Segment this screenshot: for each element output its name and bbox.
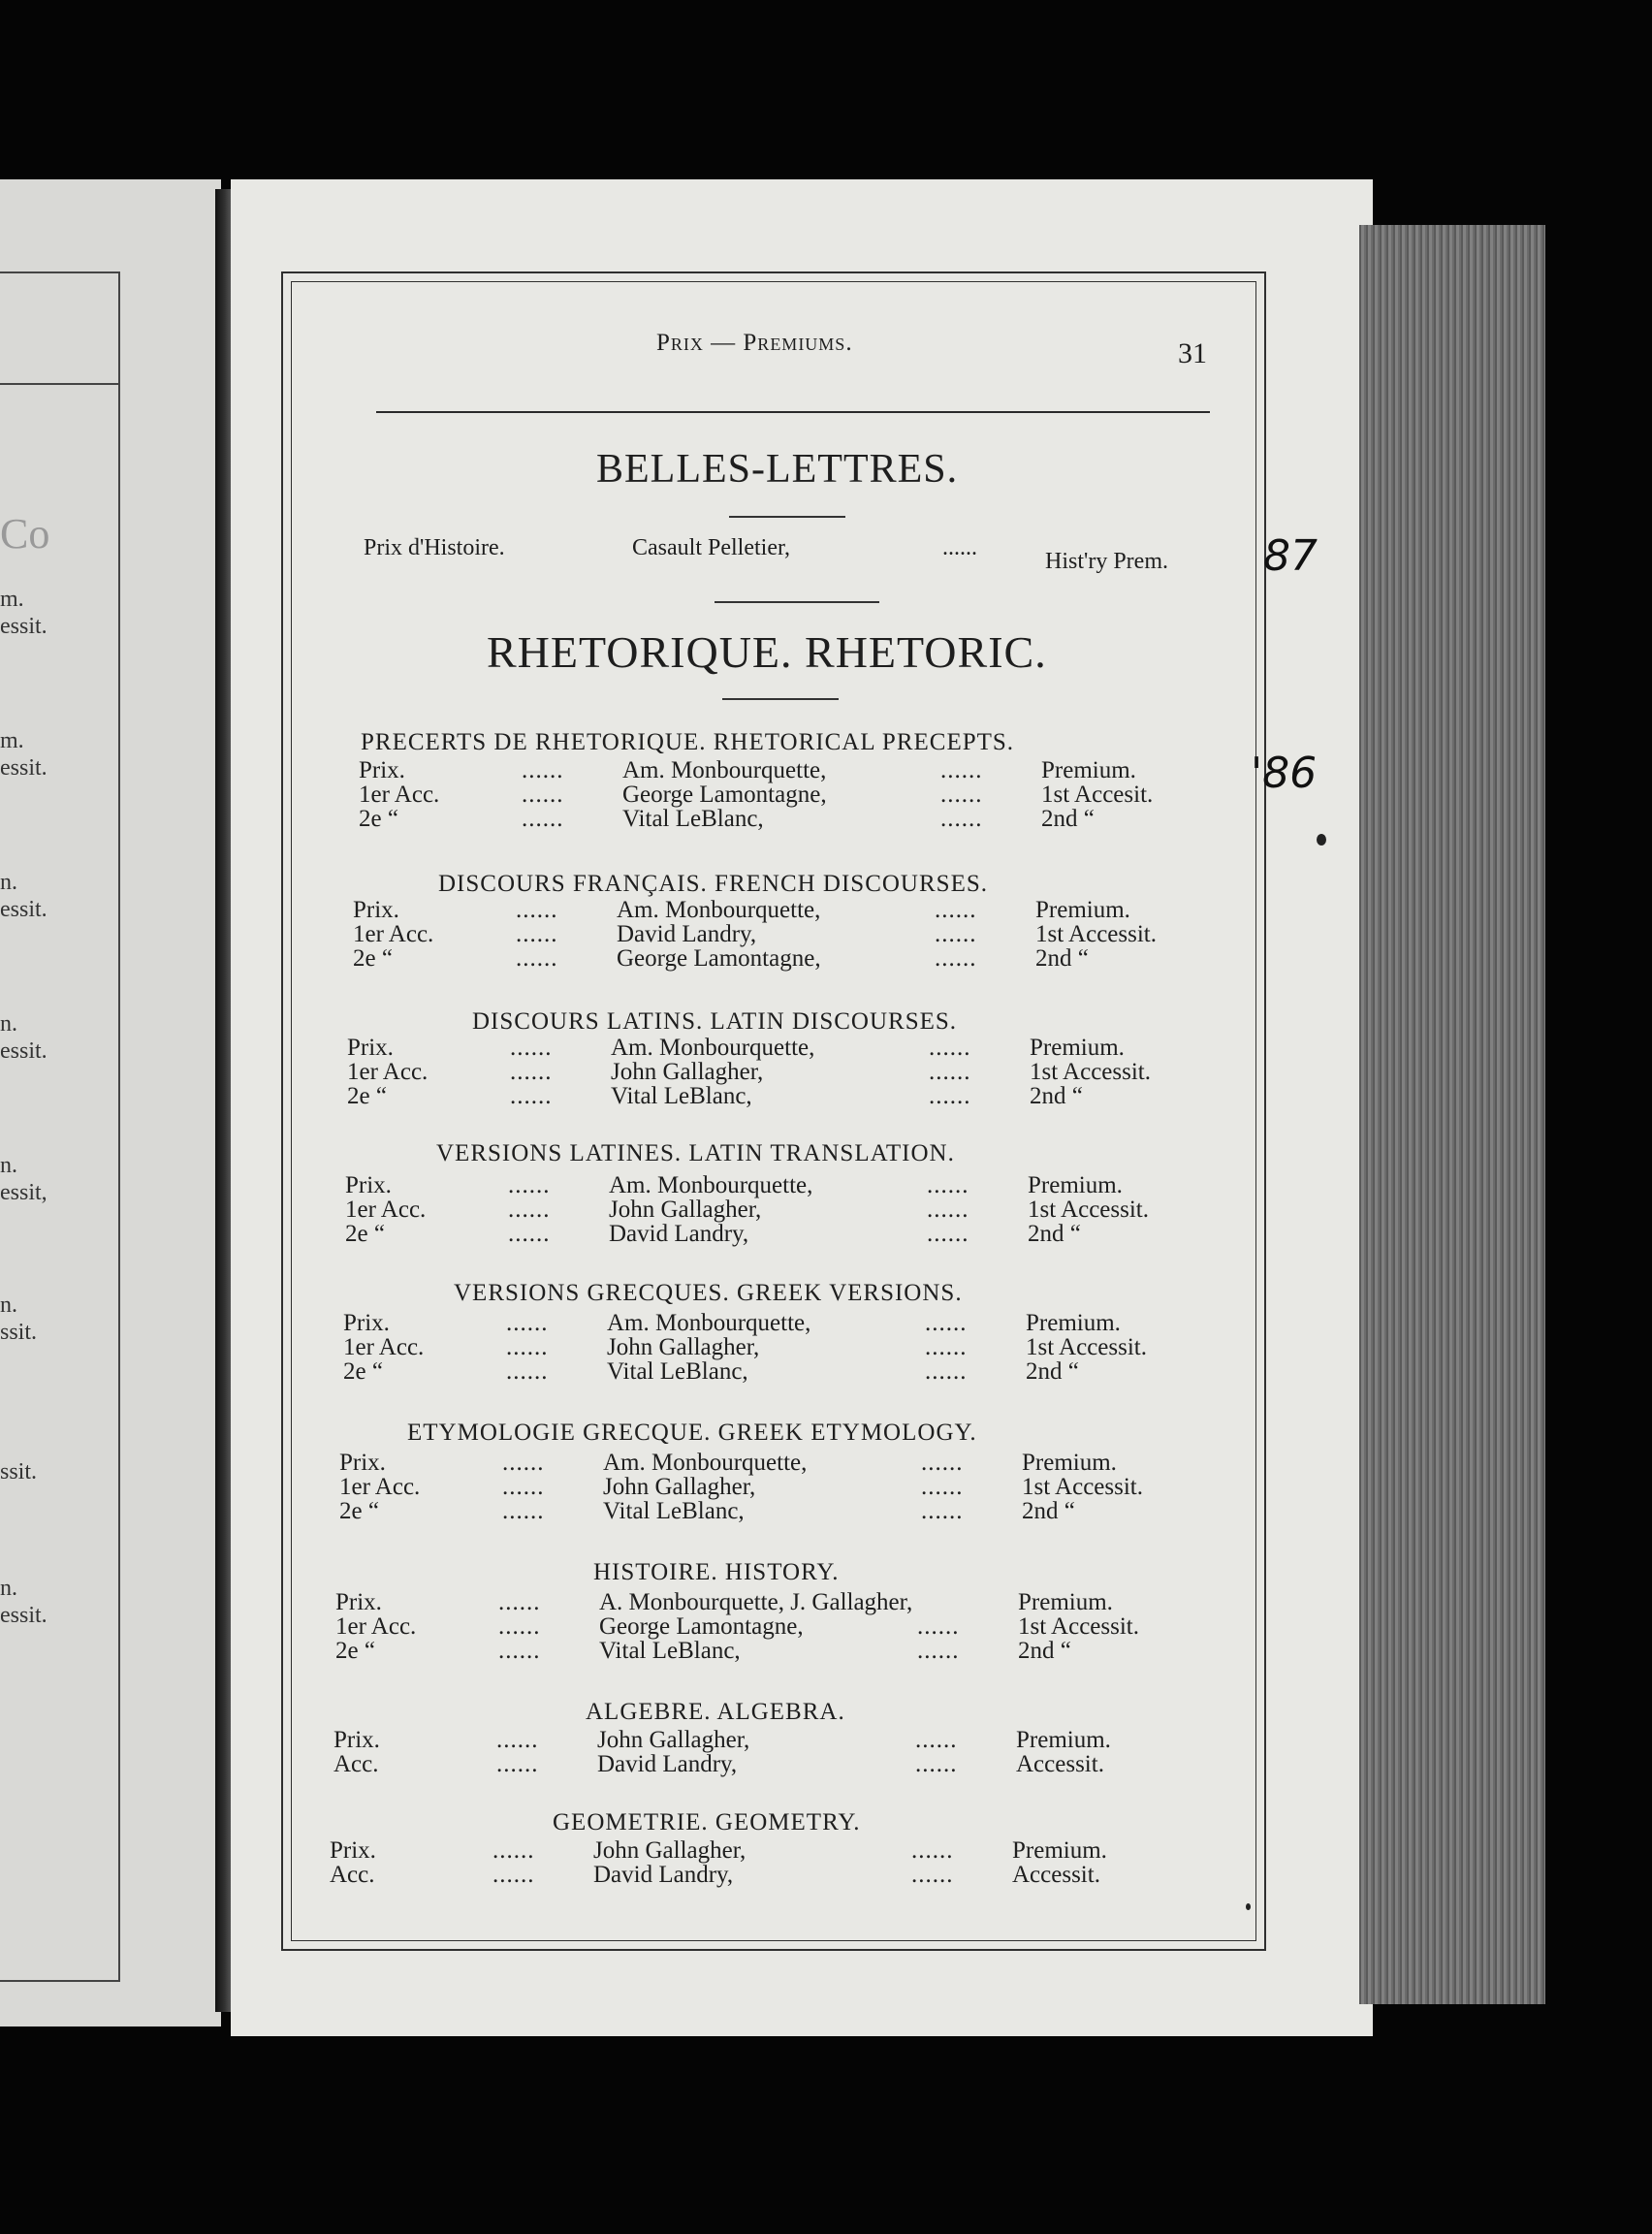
leader-dots: ...... [921,1474,964,1500]
title-rule [715,601,879,603]
recipient-name: Am. Monbourquette, [611,1035,815,1061]
leader-dots: ...... [929,1083,971,1109]
award-row [330,1838,1183,1864]
award-label: Acc. [334,1751,379,1777]
recipient-name: David Landry, [617,921,757,947]
leader-dots: ...... [506,1310,549,1336]
leader-dots: ...... [911,1862,954,1888]
leader-dots: ...... [921,1498,964,1524]
leader-dots: ...... [496,1727,539,1753]
belles-lettres-prize: Prix d'Histoire. [364,535,505,560]
leader-dots: ...... [502,1498,545,1524]
recipient-name: Am. Monbourquette, [607,1310,811,1336]
handwritten-annotation: '86 [1251,749,1318,798]
leader-dots: ...... [506,1358,549,1385]
page-border-inner [291,281,1256,1941]
award-label: 2e “ [359,806,398,832]
recipient-name: Vital LeBlanc, [607,1358,748,1385]
handwritten-annotation: 87 [1263,531,1318,581]
leader-dots: ...... [508,1221,551,1247]
leader-dots: ...... [502,1474,545,1500]
recipient-name: David Landry, [597,1751,738,1777]
leader-dots: ...... [498,1638,541,1664]
award-label: Prix. [330,1837,376,1864]
leader-dots: ...... [508,1172,551,1198]
header-rule [376,411,1210,413]
section-heading: ALGEBRE. ALGEBRA. [586,1699,845,1725]
recipient-name: Am. Monbourquette, [622,757,827,783]
recipient-name: A. Monbourquette, J. Gallagher, [599,1589,913,1615]
award-type: 2nd “ [1030,1083,1083,1109]
award-row [353,898,1206,923]
leader-dots: ...... [927,1221,969,1247]
left-page-fragment: m. [0,587,24,612]
recipient-name: George Lamontagne, [617,945,821,972]
belles-lettres-dots: ...... [942,535,977,560]
award-label: 2e “ [345,1221,385,1247]
award-row [339,1451,1192,1476]
recipient-name: David Landry, [609,1221,749,1247]
left-page-fragment: essit, [0,1180,48,1205]
leader-dots: ...... [927,1197,969,1223]
award-row [347,1084,1200,1109]
award-label: Prix. [353,897,399,923]
leader-dots: ...... [929,1035,971,1061]
recipient-name: John Gallagher, [611,1059,764,1085]
award-type: 2nd “ [1018,1638,1071,1664]
left-page-fragment: ssit. [0,1459,38,1484]
recipient-name: John Gallagher, [603,1474,756,1500]
award-type: Premium. [1016,1727,1111,1753]
award-type: 1st Accessit. [1035,921,1157,947]
award-row [353,946,1206,972]
left-page-fragment: n. [0,1011,17,1037]
section-heading: GEOMETRIE. GEOMETRY. [553,1809,861,1835]
award-label: Prix. [335,1589,382,1615]
award-label: Prix. [343,1310,390,1336]
leader-dots: ...... [516,897,558,923]
award-type: 2nd “ [1022,1498,1075,1524]
leader-dots: ...... [935,945,977,972]
leader-dots: ...... [929,1059,971,1085]
ink-speck [1246,1903,1251,1910]
award-row [335,1614,1189,1640]
award-type: Premium. [1030,1035,1125,1061]
leader-dots: ...... [508,1197,551,1223]
recipient-name: George Lamontagne, [622,782,827,808]
award-type: Premium. [1035,897,1130,923]
leader-dots: ...... [496,1751,539,1777]
title-rule [729,516,845,518]
leader-dots: ...... [506,1334,549,1360]
award-label: 2e “ [347,1083,387,1109]
recipient-name: Vital LeBlanc, [611,1083,752,1109]
award-type: 2nd “ [1041,806,1095,832]
leader-dots: ...... [915,1727,958,1753]
left-page-fragment: essit. [0,1038,48,1064]
award-type: Premium. [1018,1589,1113,1615]
award-row [339,1475,1192,1500]
award-label: 1er Acc. [353,921,434,947]
award-label: Prix. [347,1035,394,1061]
leader-dots: ...... [925,1358,968,1385]
recipient-name: George Lamontagne, [599,1613,804,1640]
award-row [345,1222,1198,1247]
left-page-fragment: n. [0,1293,17,1318]
recipient-name: David Landry, [593,1862,734,1888]
leader-dots: ...... [516,921,558,947]
section-heading: PRECERTS DE RHETORIQUE. RHETORICAL PRECEPTS. [361,729,1015,755]
recipient-name: Am. Monbourquette, [603,1450,808,1476]
leader-dots: ...... [510,1035,553,1061]
award-row [345,1197,1198,1223]
rhetoric-title: RHETORIQUE. RHETORIC. [487,627,1047,677]
award-label: Acc. [330,1862,375,1888]
award-row [359,807,1212,832]
award-label: 1er Acc. [347,1059,429,1085]
left-page-fragment: ssit. [0,1320,38,1345]
section-heading: HISTOIRE. HISTORY. [593,1559,840,1585]
award-type: Premium. [1041,757,1136,783]
award-row [353,922,1206,947]
award-type: 2nd “ [1035,945,1089,972]
award-row [339,1499,1192,1524]
section-heading: VERSIONS LATINES. LATIN TRANSLATION. [436,1140,955,1166]
award-label: 1er Acc. [345,1197,427,1223]
recipient-name: Am. Monbourquette, [617,897,821,923]
recipient-name: Vital LeBlanc, [603,1498,745,1524]
award-label: Prix. [359,757,405,783]
left-page [0,179,221,2027]
award-row [334,1728,1187,1753]
leader-dots: ...... [502,1450,545,1476]
section-heading: ETYMOLOGIE GRECQUE. GREEK ETYMOLOGY. [407,1420,977,1446]
award-row [359,782,1212,808]
leader-dots: ...... [917,1613,960,1640]
award-label: Prix. [345,1172,392,1198]
leader-dots: ...... [940,757,983,783]
left-page-fragment: Co [0,510,50,558]
left-page-rule [0,383,118,385]
page-number: 31 [1178,337,1207,369]
left-page-fragment: n. [0,1576,17,1601]
leader-dots: ...... [915,1751,958,1777]
left-page-fragment: essit. [0,1603,48,1628]
left-page-fragment: essit. [0,755,48,781]
leader-dots: ...... [927,1172,969,1198]
left-page-fragment: n. [0,1153,17,1178]
award-row [347,1036,1200,1061]
award-type: 1st Accessit. [1018,1613,1139,1640]
award-row [345,1173,1198,1198]
award-type: 1st Accessit. [1030,1059,1151,1085]
leader-dots: ...... [917,1638,960,1664]
section-heading: DISCOURS FRANÇAIS. FRENCH DISCOURSES. [438,871,988,897]
recipient-name: John Gallagher, [609,1197,762,1223]
award-type: Premium. [1022,1450,1117,1476]
ink-speck [1317,834,1326,846]
leader-dots: ...... [921,1450,964,1476]
award-type: Accessit. [1016,1751,1104,1777]
section-heading: DISCOURS LATINS. LATIN DISCOURSES. [472,1008,958,1035]
leader-dots: ...... [522,806,564,832]
award-label: Prix. [334,1727,380,1753]
award-type: Premium. [1028,1172,1123,1198]
award-row [343,1335,1196,1360]
award-label: 1er Acc. [343,1334,425,1360]
belles-lettres-award: Hist'ry Prem. [1045,549,1168,574]
award-type: 1st Accessit. [1022,1474,1143,1500]
leader-dots: ...... [498,1613,541,1640]
award-row [343,1311,1196,1336]
award-label: Prix. [339,1450,386,1476]
award-row [330,1863,1183,1888]
award-type: 1st Accesit. [1041,782,1154,808]
leader-dots: ...... [492,1837,535,1864]
leader-dots: ...... [510,1083,553,1109]
award-row [335,1590,1189,1615]
leader-dots: ...... [940,806,983,832]
running-title: Prix — Premiums. [656,330,853,356]
award-type: Premium. [1012,1837,1107,1864]
award-type: Accessit. [1012,1862,1100,1888]
recipient-name: Vital LeBlanc, [599,1638,741,1664]
award-row [335,1639,1189,1664]
award-label: 2e “ [353,945,393,972]
left-page-fragment: essit. [0,897,48,922]
leader-dots: ...... [935,921,977,947]
leader-dots: ...... [498,1589,541,1615]
award-row [347,1060,1200,1085]
leader-dots: ...... [925,1334,968,1360]
recipient-name: John Gallagher, [593,1837,747,1864]
section-heading: VERSIONS GRECQUES. GREEK VERSIONS. [454,1280,963,1306]
award-type: Premium. [1026,1310,1121,1336]
recipient-name: Am. Monbourquette, [609,1172,813,1198]
award-row [359,758,1212,783]
award-row [334,1752,1187,1777]
belles-lettres-title: BELLES-LETTRES. [596,447,959,492]
leader-dots: ...... [510,1059,553,1085]
award-type: 1st Accessit. [1028,1197,1149,1223]
recipient-name: Vital LeBlanc, [622,806,764,832]
award-label: 1er Acc. [359,782,440,808]
award-label: 1er Acc. [335,1613,417,1640]
leader-dots: ...... [925,1310,968,1336]
leader-dots: ...... [516,945,558,972]
leader-dots: ...... [522,757,564,783]
recipient-name: John Gallagher, [607,1334,760,1360]
title-rule [722,698,839,700]
page-edges [1359,225,1545,2004]
left-page-fragment: m. [0,728,24,753]
award-label: 2e “ [343,1358,383,1385]
leader-dots: ...... [940,782,983,808]
recipient-name: John Gallagher, [597,1727,750,1753]
award-type: 2nd “ [1028,1221,1081,1247]
left-page-fragment: n. [0,870,17,895]
award-type: 2nd “ [1026,1358,1079,1385]
award-label: 2e “ [339,1498,379,1524]
award-label: 1er Acc. [339,1474,421,1500]
award-type: 1st Accessit. [1026,1334,1147,1360]
leader-dots: ...... [935,897,977,923]
leader-dots: ...... [911,1837,954,1864]
leader-dots: ...... [522,782,564,808]
left-page-fragment: essit. [0,614,48,639]
belles-lettres-name: Casault Pelletier, [632,535,790,560]
award-label: 2e “ [335,1638,375,1664]
leader-dots: ...... [492,1862,535,1888]
award-row [343,1359,1196,1385]
